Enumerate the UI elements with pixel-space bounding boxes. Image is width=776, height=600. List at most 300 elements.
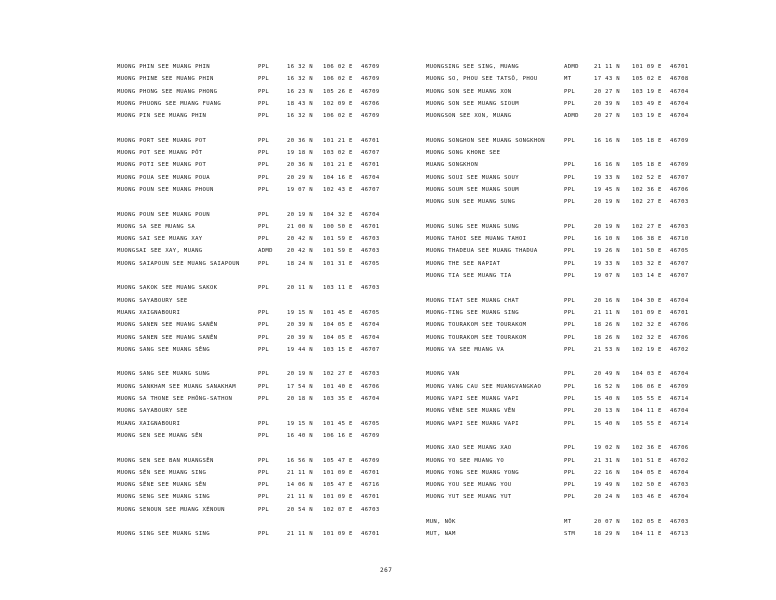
map-reference: 46709 xyxy=(361,76,380,83)
gazetteer-entry xyxy=(117,332,379,344)
latitude: 16 16 N xyxy=(594,137,621,144)
gazetteer-entry xyxy=(117,98,379,110)
longitude: 104 03 E xyxy=(632,371,662,378)
feature-class: PPL xyxy=(258,137,270,144)
entry-name: MUONG VAN xyxy=(426,371,460,378)
feature-class: PPL xyxy=(564,186,576,193)
map-reference: 46701 xyxy=(361,494,380,501)
feature-class: ADMD xyxy=(564,64,579,70)
feature-class: PPL xyxy=(564,494,576,501)
longitude: 101 09 E xyxy=(632,64,662,70)
gazetteer-entry xyxy=(117,61,379,73)
entry-name: MUONG YO SEE MUANG YO xyxy=(426,457,505,464)
entry-name: MUONG YUT SEE MUANG YUT xyxy=(426,494,512,501)
feature-class: PPL xyxy=(564,445,576,452)
entry-name: MUONG PHIN SEE MUANG PHIN xyxy=(117,64,210,70)
entry-name: MUONG SAYABOURY SEE xyxy=(117,408,188,415)
map-reference: 46703 xyxy=(361,285,380,292)
feature-class: PPL xyxy=(258,113,270,120)
latitude: 20 27 N xyxy=(594,88,621,95)
longitude: 106 02 E xyxy=(323,64,353,70)
latitude: 19 33 N xyxy=(594,260,621,267)
feature-class: PPL xyxy=(258,531,270,538)
feature-class: PPL xyxy=(258,162,270,169)
feature-class: ADMD xyxy=(258,248,273,255)
gazetteer-entry xyxy=(426,147,691,159)
gazetteer-entry xyxy=(117,209,379,221)
feature-class: PPL xyxy=(564,88,576,95)
map-reference: 46714 xyxy=(670,420,689,427)
map-reference: 46701 xyxy=(670,64,689,70)
map-reference: 46701 xyxy=(361,469,380,476)
map-reference: 46704 xyxy=(670,100,689,107)
entry-name: MUT, NAM xyxy=(426,531,456,538)
latitude: 21 31 N xyxy=(594,457,621,464)
latitude: 21 11 N xyxy=(287,469,314,476)
longitude: 104 11 E xyxy=(632,531,662,538)
gazetteer-entry xyxy=(426,332,691,344)
longitude: 103 02 E xyxy=(323,150,353,157)
entry-name: MUONG SON SEE MUANG XON xyxy=(426,88,512,95)
longitude: 102 36 E xyxy=(632,445,662,452)
gazetteer-entry xyxy=(426,295,691,307)
row-spacer xyxy=(426,504,691,516)
latitude: 20 54 N xyxy=(287,506,314,513)
feature-class: ADMD xyxy=(564,113,579,120)
gazetteer-entry xyxy=(117,110,379,122)
feature-class: PPL xyxy=(258,494,270,501)
entry-name: MUONG SAIAPOUN SEE MUANG SAIAPOUN xyxy=(117,260,240,267)
longitude: 106 16 E xyxy=(323,432,353,439)
latitude: 21 11 N xyxy=(594,64,621,70)
gazetteer-entry xyxy=(117,467,379,479)
feature-class: PPL xyxy=(258,236,270,243)
latitude: 19 15 N xyxy=(287,309,314,316)
feature-class: PPL xyxy=(258,383,270,390)
latitude: 20 13 N xyxy=(594,408,621,415)
feature-class: PPL xyxy=(258,482,270,489)
gazetteer-entry xyxy=(426,405,691,417)
feature-class: PPL xyxy=(258,334,270,341)
entry-name: MUONG POUN SEE MUANG PHOUN xyxy=(117,186,214,193)
gazetteer-entry xyxy=(117,528,379,540)
gazetteer-entry xyxy=(426,184,691,196)
feature-class: PPL xyxy=(258,150,270,157)
longitude: 104 30 E xyxy=(632,297,662,304)
gazetteer-entry xyxy=(426,159,691,171)
latitude: 22 16 N xyxy=(594,469,621,476)
latitude: 19 15 N xyxy=(287,420,314,427)
feature-class: PPL xyxy=(564,309,576,316)
gazetteer-entry xyxy=(117,344,379,356)
latitude: 18 26 N xyxy=(594,334,621,341)
longitude: 104 05 E xyxy=(323,322,353,329)
feature-class: PPL xyxy=(258,346,270,353)
map-reference: 46704 xyxy=(670,408,689,415)
latitude: 20 39 N xyxy=(594,100,621,107)
entry-name: MUONG SUNG SEE MUANG SUNG xyxy=(426,223,519,230)
entry-name: MUONG SON SEE MUANG SIOUM xyxy=(426,100,519,107)
map-reference: 46707 xyxy=(670,273,689,280)
feature-class: PPL xyxy=(564,408,576,415)
gazetteer-entry xyxy=(426,442,691,454)
latitude: 20 49 N xyxy=(594,371,621,378)
latitude: 20 36 N xyxy=(287,137,314,144)
latitude: 20 24 N xyxy=(594,494,621,501)
longitude: 103 19 E xyxy=(632,88,662,95)
entry-name: MUONG VAPI SEE MUANG VAPI xyxy=(426,396,519,403)
entry-name: MUONG THADEUA SEE MUANG THADUA xyxy=(426,248,538,255)
feature-class: PPL xyxy=(258,457,270,464)
entry-name: MUONG SEN SEE BAN MUANGSÊN xyxy=(117,457,214,464)
entry-name: MUONG TIAT SEE MUANG CHAT xyxy=(426,297,519,304)
longitude: 106 38 E xyxy=(632,236,662,243)
latitude: 15 40 N xyxy=(594,420,621,427)
gazetteer-entry xyxy=(117,159,379,171)
longitude: 101 31 E xyxy=(323,260,353,267)
entry-name: MUONG SENOUN SEE MUANG XÉNOUN xyxy=(117,506,225,513)
row-spacer xyxy=(426,122,691,134)
longitude: 104 11 E xyxy=(632,408,662,415)
longitude: 103 11 E xyxy=(323,285,353,292)
row-spacer xyxy=(426,356,691,368)
feature-class: PPL xyxy=(564,248,576,255)
gazetteer-column-left xyxy=(117,61,379,541)
map-reference: 46709 xyxy=(670,137,689,144)
entry-name: MUONG YONG SEE MUANG YONG xyxy=(426,469,519,476)
row-spacer xyxy=(117,442,379,454)
feature-class: PPL xyxy=(258,285,270,292)
map-reference: 46705 xyxy=(361,420,380,427)
entry-name: MUONGSAI SEE XAY, MUANG xyxy=(117,248,203,255)
entry-name: MUONG SANEN SEE MUANG SANÊN xyxy=(117,322,218,329)
latitude: 20 19 N xyxy=(594,223,621,230)
feature-class: PPL xyxy=(258,174,270,181)
longitude: 105 18 E xyxy=(632,162,662,169)
longitude: 103 19 E xyxy=(632,113,662,120)
map-reference: 46704 xyxy=(670,88,689,95)
gazetteer-entry xyxy=(117,479,379,491)
map-reference: 46709 xyxy=(670,383,689,390)
latitude: 18 29 N xyxy=(594,531,621,538)
gazetteer-entry xyxy=(426,221,691,233)
feature-class: PPL xyxy=(258,469,270,476)
latitude: 21 00 N xyxy=(287,223,314,230)
latitude: 21 11 N xyxy=(594,309,621,316)
gazetteer-entry xyxy=(426,381,691,393)
latitude: 19 02 N xyxy=(594,445,621,452)
entry-name: MUONG SUN SEE MUANG SUNG xyxy=(426,199,516,206)
map-reference: 46704 xyxy=(670,371,689,378)
longitude: 102 19 E xyxy=(632,346,662,353)
latitude: 20 36 N xyxy=(287,162,314,169)
longitude: 105 47 E xyxy=(323,482,353,489)
latitude: 16 10 N xyxy=(594,236,621,243)
feature-class: PPL xyxy=(258,223,270,230)
page-number: 267 xyxy=(380,567,393,574)
row-spacer xyxy=(426,282,691,294)
feature-class: PPL xyxy=(564,260,576,267)
feature-class: PPL xyxy=(564,371,576,378)
map-reference: 46707 xyxy=(670,260,689,267)
map-reference: 46706 xyxy=(670,445,689,452)
longitude: 101 59 E xyxy=(323,236,353,243)
feature-class: PPL xyxy=(258,371,270,378)
feature-class: PPL xyxy=(258,76,270,83)
entry-name: MUN, NÔK xyxy=(426,518,456,525)
feature-class: PPL xyxy=(258,309,270,316)
map-reference: 46709 xyxy=(361,88,380,95)
longitude: 105 55 E xyxy=(632,396,662,403)
longitude: 101 45 E xyxy=(323,309,353,316)
feature-class: PPL xyxy=(258,420,270,427)
latitude: 16 56 N xyxy=(287,457,314,464)
latitude: 16 23 N xyxy=(287,88,314,95)
map-reference: 46705 xyxy=(361,309,380,316)
entry-name: MUONG SING SEE MUANG SING xyxy=(117,531,210,538)
feature-class: PPL xyxy=(564,334,576,341)
entry-name: MUONGSING SEE SING, MUANG xyxy=(426,64,519,70)
longitude: 103 46 E xyxy=(632,494,662,501)
latitude: 16 16 N xyxy=(594,162,621,169)
map-reference: 46704 xyxy=(670,297,689,304)
entry-name: MUONG TOURAKOM SEE TOURAKOM xyxy=(426,334,527,341)
feature-class: PPL xyxy=(258,260,270,267)
entry-name: MUONG WAPI SEE MUANG VAPI xyxy=(426,420,519,427)
map-reference: 46709 xyxy=(670,162,689,169)
map-reference: 46703 xyxy=(361,248,380,255)
feature-class: PPL xyxy=(564,273,576,280)
longitude: 103 14 E xyxy=(632,273,662,280)
gazetteer-entry xyxy=(426,98,691,110)
longitude: 106 02 E xyxy=(323,76,353,83)
latitude: 20 42 N xyxy=(287,236,314,243)
feature-class: PPL xyxy=(564,383,576,390)
latitude: 20 11 N xyxy=(287,285,314,292)
gazetteer-entry xyxy=(117,405,379,417)
longitude: 103 32 E xyxy=(632,260,662,267)
longitude: 102 27 E xyxy=(632,223,662,230)
latitude: 19 49 N xyxy=(594,482,621,489)
feature-class: PPL xyxy=(564,100,576,107)
row-spacer xyxy=(426,430,691,442)
longitude: 101 50 E xyxy=(632,248,662,255)
latitude: 20 18 N xyxy=(287,396,314,403)
longitude: 104 05 E xyxy=(632,469,662,476)
feature-class: PPL xyxy=(564,346,576,353)
map-reference: 46701 xyxy=(361,137,380,144)
gazetteer-entry xyxy=(117,295,379,307)
map-reference: 46704 xyxy=(361,334,380,341)
map-reference: 46703 xyxy=(361,506,380,513)
gazetteer-entry xyxy=(117,307,379,319)
gazetteer-entry xyxy=(426,307,691,319)
map-reference: 46703 xyxy=(361,236,380,243)
latitude: 20 39 N xyxy=(287,334,314,341)
entry-name: MUONG TAHOI SEE MUANG TAHOI xyxy=(426,236,527,243)
map-reference: 46708 xyxy=(670,76,689,83)
map-reference: 46704 xyxy=(670,113,689,120)
longitude: 102 50 E xyxy=(632,482,662,489)
longitude: 106 06 E xyxy=(632,383,662,390)
map-reference: 46703 xyxy=(670,223,689,230)
entry-name: MUONG PHONG SEE MUANG PHONG xyxy=(117,88,218,95)
entry-name: MUANG SONGKHON xyxy=(426,162,479,169)
gazetteer-entry xyxy=(117,430,379,442)
feature-class: PPL xyxy=(258,64,270,70)
entry-name: MUONG PHINE SEE MUANG PHIN xyxy=(117,76,214,83)
map-reference: 46713 xyxy=(670,531,689,538)
entry-name: MUONG SA SEE MUANG SA xyxy=(117,223,196,230)
feature-class: PPL xyxy=(564,457,576,464)
entry-name: MUONG POUN SEE MUANG POUN xyxy=(117,211,210,218)
longitude: 102 27 E xyxy=(632,199,662,206)
feature-class: PPL xyxy=(258,322,270,329)
gazetteer-entry xyxy=(117,491,379,503)
entry-name: MUONG TIA SEE MUANG TIA xyxy=(426,273,512,280)
entry-name: MUONG THE SEE NAPIAT xyxy=(426,260,501,267)
feature-class: PPL xyxy=(258,506,270,513)
entry-name: MUONG PHUONG SEE MUANG FUANG xyxy=(117,100,222,107)
row-spacer xyxy=(426,209,691,221)
entry-name: MUONG SAYABOURY SEE xyxy=(117,297,188,304)
latitude: 16 52 N xyxy=(594,383,621,390)
gazetteer-entry xyxy=(426,61,691,73)
entry-name: MUONG VA SEE MUANG VA xyxy=(426,346,505,353)
feature-class: PPL xyxy=(258,186,270,193)
row-spacer xyxy=(117,196,379,208)
gazetteer-entry xyxy=(117,135,379,147)
latitude: 21 53 N xyxy=(594,346,621,353)
map-reference: 46705 xyxy=(361,260,380,267)
map-reference: 46714 xyxy=(670,396,689,403)
longitude: 101 59 E xyxy=(323,248,353,255)
gazetteer-entry xyxy=(426,172,691,184)
longitude: 102 27 E xyxy=(323,371,353,378)
entry-name: MUONG VANG CAU SEE MUANGVANGKAO xyxy=(426,383,542,390)
feature-class: PPL xyxy=(258,211,270,218)
feature-class: PPL xyxy=(564,482,576,489)
map-reference: 46707 xyxy=(670,174,689,181)
map-reference: 46704 xyxy=(361,174,380,181)
gazetteer-entry xyxy=(426,467,691,479)
longitude: 102 43 E xyxy=(323,186,353,193)
gazetteer-entry xyxy=(117,258,379,270)
feature-class: PPL xyxy=(258,396,270,403)
map-reference: 46703 xyxy=(670,482,689,489)
latitude: 19 07 N xyxy=(594,273,621,280)
entry-name: MUONG SANEN SEE MUANG SANÊN xyxy=(117,334,218,341)
latitude: 20 16 N xyxy=(594,297,621,304)
longitude: 105 18 E xyxy=(632,137,662,144)
entry-name: MUANG XAIGNABOURI xyxy=(117,420,181,427)
gazetteer-column-right xyxy=(426,61,691,541)
latitude: 20 19 N xyxy=(594,199,621,206)
longitude: 105 26 E xyxy=(323,88,353,95)
gazetteer-entry xyxy=(117,319,379,331)
longitude: 102 07 E xyxy=(323,506,353,513)
entry-name: MUONG SANG SEE MUANG SUNG xyxy=(117,371,210,378)
gazetteer-entry xyxy=(117,147,379,159)
latitude: 16 32 N xyxy=(287,64,314,70)
map-reference: 46703 xyxy=(361,371,380,378)
feature-class: PPL xyxy=(564,420,576,427)
entry-name: MUONG POT SEE MUANG PÔT xyxy=(117,150,203,157)
feature-class: MT xyxy=(564,518,572,525)
feature-class: PPL xyxy=(564,137,576,144)
gazetteer-entry xyxy=(426,135,691,147)
gazetteer-entry xyxy=(426,245,691,257)
longitude: 101 09 E xyxy=(323,531,353,538)
gazetteer-entry xyxy=(426,319,691,331)
latitude: 20 29 N xyxy=(287,174,314,181)
map-reference: 46704 xyxy=(670,494,689,501)
entry-name: MUONG POUA SEE MUANG POUA xyxy=(117,174,210,181)
entry-name: MUONG SÊN SEE MUANG SING xyxy=(117,469,207,476)
latitude: 15 40 N xyxy=(594,396,621,403)
gazetteer-entry xyxy=(426,344,691,356)
feature-class: PPL xyxy=(564,223,576,230)
gazetteer-entry xyxy=(117,86,379,98)
gazetteer-entry xyxy=(426,516,691,528)
row-spacer xyxy=(117,356,379,368)
feature-class: STM xyxy=(564,531,576,538)
gazetteer-entry xyxy=(117,393,379,405)
longitude: 103 35 E xyxy=(323,396,353,403)
gazetteer-entry xyxy=(426,86,691,98)
latitude: 16 40 N xyxy=(287,432,314,439)
longitude: 102 32 E xyxy=(632,322,662,329)
map-reference: 46709 xyxy=(361,64,380,70)
longitude: 103 15 E xyxy=(323,346,353,353)
feature-class: PPL xyxy=(564,469,576,476)
longitude: 106 02 E xyxy=(323,113,353,120)
entry-name: MUONG SAKOK SEE MUANG SAKOK xyxy=(117,285,218,292)
map-reference: 46703 xyxy=(670,518,689,525)
longitude: 101 45 E xyxy=(323,420,353,427)
longitude: 101 09 E xyxy=(323,469,353,476)
longitude: 104 05 E xyxy=(323,334,353,341)
latitude: 16 32 N xyxy=(287,76,314,83)
latitude: 20 39 N xyxy=(287,322,314,329)
latitude: 21 11 N xyxy=(287,494,314,501)
latitude: 18 26 N xyxy=(594,322,621,329)
entry-name: MUONGSON SEE XON, MUANG xyxy=(426,113,512,120)
feature-class: PPL xyxy=(564,297,576,304)
longitude: 101 40 E xyxy=(323,383,353,390)
gazetteer-entry xyxy=(426,110,691,122)
entry-name: MUONG SENG SEE MUANG SING xyxy=(117,494,210,501)
gazetteer-entry xyxy=(117,172,379,184)
gazetteer-entry xyxy=(426,270,691,282)
longitude: 101 21 E xyxy=(323,162,353,169)
gazetteer-entry xyxy=(117,282,379,294)
latitude: 18 43 N xyxy=(287,100,314,107)
latitude: 20 19 N xyxy=(287,211,314,218)
map-reference: 46707 xyxy=(361,150,380,157)
latitude: 19 18 N xyxy=(287,150,314,157)
entry-name: MUONG SANG SEE MUANG SÊNG xyxy=(117,346,210,353)
latitude: 19 33 N xyxy=(594,174,621,181)
longitude: 105 55 E xyxy=(632,420,662,427)
gazetteer-entry xyxy=(426,196,691,208)
feature-class: PPL xyxy=(564,162,576,169)
longitude: 100 50 E xyxy=(323,223,353,230)
entry-name: MUONG SOUM SEE MUANG SOUM xyxy=(426,186,519,193)
latitude: 19 45 N xyxy=(594,186,621,193)
latitude: 20 42 N xyxy=(287,248,314,255)
gazetteer-entry xyxy=(426,528,691,540)
